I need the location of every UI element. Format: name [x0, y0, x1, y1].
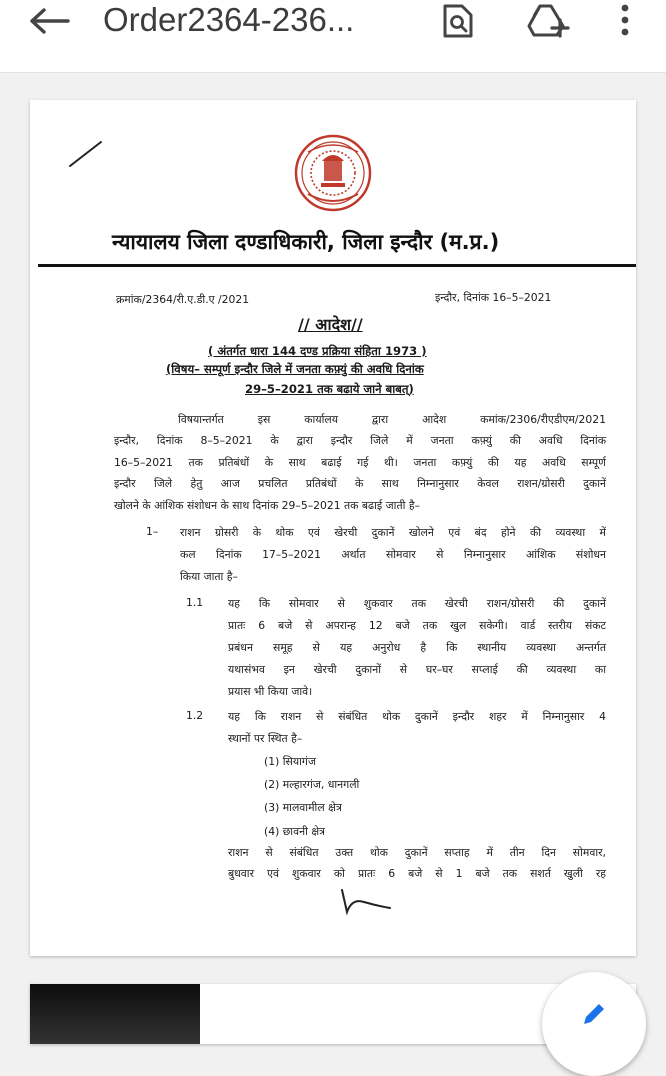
pen-mark [68, 140, 104, 168]
header-divider [38, 264, 636, 267]
location-item: (3) मालवामील क्षेत्र [264, 801, 342, 814]
more-vert-icon[interactable] [618, 2, 632, 40]
section-line: ( अंतर्गत धारा 144 दण्ड प्रक्रिया संहिता 1973 ) [208, 344, 427, 358]
item-1-1-line: यथासंभव इन खेरची दुकानों से घर–घर सप्लाई की व्यवस्था का [228, 663, 606, 676]
closing-line: बुधवार एवं शुकवार को प्रातः 6 बजे से 1 बजे तक सशर्त खुली रह [228, 867, 606, 880]
item-1-1-line: प्रातः 6 बजे से अपरान्ह 12 बजे तक खुल सकेगी। वार्ड स्तरीय संकट [228, 619, 606, 632]
item-1-1-line: प्रयास भी किया जावे। [228, 685, 313, 698]
next-page-content [30, 984, 200, 1044]
intro-line: 16–5–2021 तक प्रतिबंधों के साथ बढाई गई थी। जनता कफ़्युं की यह अवधि सम्पूर्ण [114, 456, 606, 469]
location-item: (1) सियागंज [264, 755, 316, 768]
item-1-2-line: यह कि राशन से संबंधित थोक दुकानें इन्दौर शहर में निम्नानुसार 4 [228, 710, 606, 723]
order-heading: // आदेश// [298, 315, 363, 334]
item-1-1-line: यह कि सोमवार से शुकवार तक खेरची राशन/ग्रोसरी की दुकानें [228, 597, 606, 610]
closing-line: राशन से संबंधित उक्त थोक दुकानें सप्ताह में तीन दिन सोमवार, [228, 846, 606, 859]
pencil-icon [578, 1000, 608, 1030]
app-bar [0, 0, 666, 73]
intro-line: इन्दौर, दिनांक 8–5–2021 के द्वारा इन्दौर जिले में जनता कफ़्युं की अवधि दिनांक [114, 434, 606, 447]
intro-line: विषयान्तर्गत इस कार्यालय द्वारा आदेश कमांक/2306/रीएडीएम/2021 [178, 413, 606, 426]
add-to-drive-icon[interactable] [526, 2, 570, 40]
item-number: 1.1 [186, 596, 204, 609]
item-1-line: कल दिनांक 17–5–2021 अर्थात सोमवार से निम्नानुसार आंशिक संशोधन [180, 548, 606, 561]
reference-number: क्रमांक/2364/री.ए.डी.ए /2021 [116, 293, 250, 306]
item-number: 1.2 [186, 709, 204, 722]
item-1-line: राशन ग्रोसरी के थोक एवं खेरची दुकानें खोलने एवं बंद होने की व्यवस्था में [180, 526, 606, 539]
item-1-2-line: स्थानों पर स्थित है– [228, 732, 303, 745]
document-title: Order2364-236... [103, 1, 355, 38]
subject-line-1: (विषय– सम्पूर्ण इन्दौर जिले में जनता कफ़्युं की अवधि दिनांक [166, 362, 424, 376]
subject-line-2: 29–5–2021 तक बढाये जाने बाबत्) [245, 382, 414, 396]
location-item: (2) मल्हारगंज, धानगली [264, 778, 360, 791]
place-and-date: इन्दौर, दिनांक 16–5–2021 [435, 291, 552, 304]
item-number: 1– [146, 525, 159, 538]
item-1-line: किया जाता है– [180, 570, 238, 583]
document-page [30, 100, 636, 956]
signature-mark [338, 888, 394, 918]
intro-line: इन्दौर जिले हेतु आज प्रचलित प्रतिबंधों के साथ निम्नानुसार केवल राशन/ग्रोसरी दुकानें [114, 477, 606, 490]
government-seal-emblem [294, 134, 372, 212]
edit-fab-button[interactable] [542, 972, 646, 1076]
back-arrow-icon[interactable] [28, 8, 72, 34]
search-in-document-icon[interactable] [440, 2, 476, 40]
location-item: (4) छावनी क्षेत्र [264, 825, 326, 838]
court-title: न्यायालय जिला दण्डाधिकारी, जिला इन्दौर (म.प्र.) [112, 230, 500, 254]
intro-line: खोलने के आंशिक संशोधन के साथ दिनांक 29–5–2021 तक बढाई जाती है– [114, 499, 420, 512]
item-1-1-line: प्रबंधन समूह से यह अनुरोध है कि स्थानीय व्यवस्था अन्तर्गत [228, 641, 606, 654]
